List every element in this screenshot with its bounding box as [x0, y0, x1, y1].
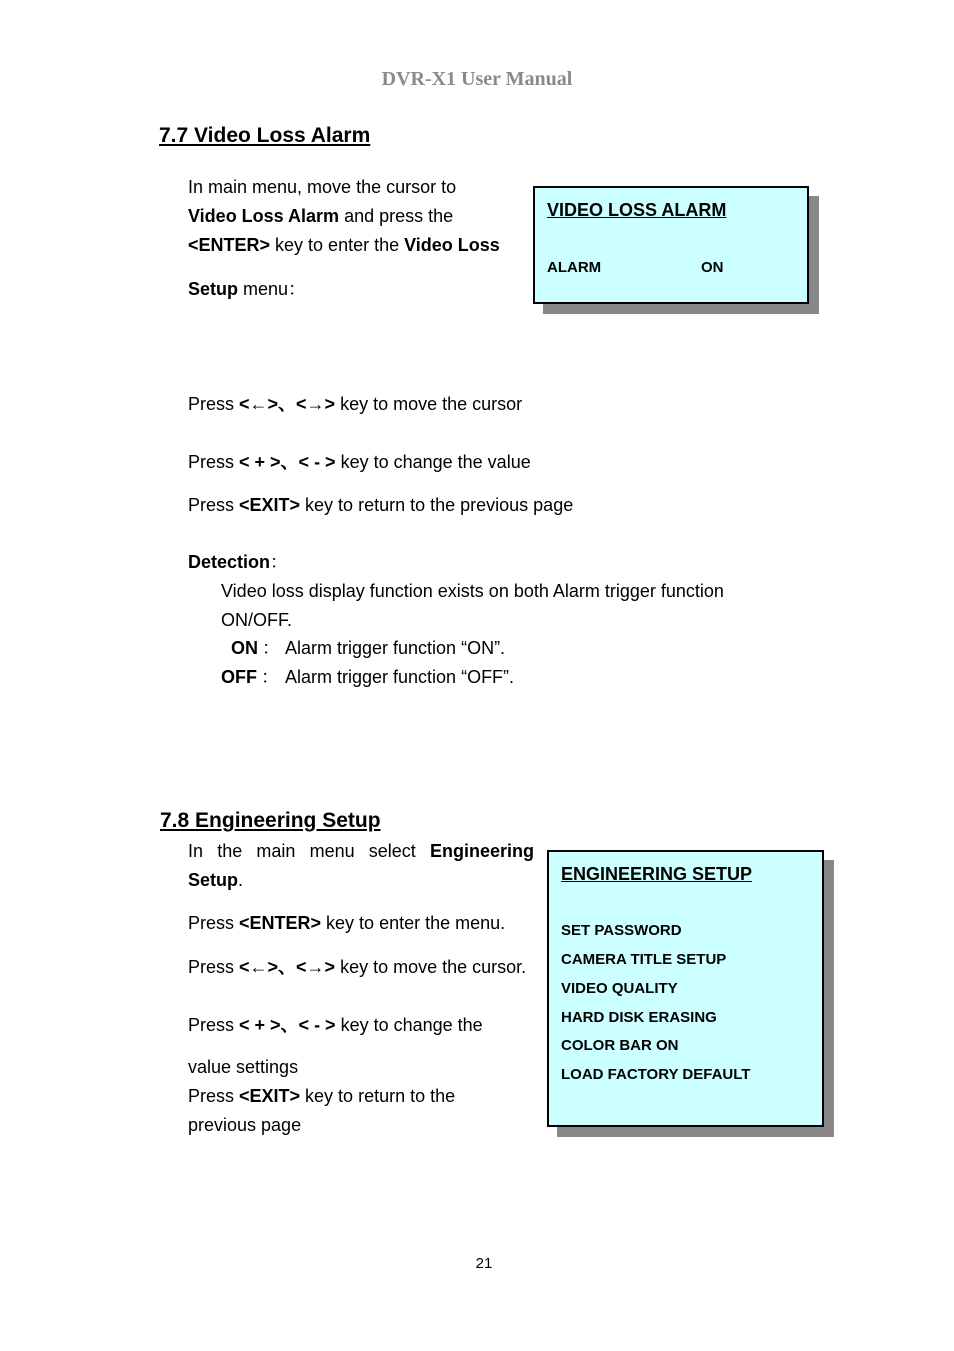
engineering-intro-line-1: In the main menu select Engineering	[188, 841, 534, 861]
intro-text	[188, 173, 500, 304]
engineering-intro-line-2: Setup.	[188, 870, 244, 890]
engineering-intro	[188, 837, 534, 895]
alarm-value: ON	[701, 259, 724, 276]
engineering-setup-menu-box	[547, 850, 824, 1127]
engineering-press-plus-minus: Press < + >、< - > key to change the	[188, 1015, 483, 1035]
menu-item-hard-disk-erasing: HARD DISK ERASING	[561, 1009, 717, 1026]
alarm-label: ALARM	[547, 259, 602, 276]
page-number: 21	[475, 1255, 493, 1272]
menu-box-title: VIDEO LOSS ALARM	[547, 200, 727, 220]
menu-item-load-factory-default: LOAD FACTORY DEFAULT	[561, 1066, 751, 1083]
engineering-press-arrows: Press <←>、<→> key to move the cursor.	[188, 957, 527, 977]
engineering-press-enter: Press <ENTER> key to enter the menu.	[188, 913, 506, 933]
intro-line-2: Video Loss Alarm and press the	[188, 206, 454, 226]
press-arrows-instruction: Press <←>、<→> key to move the cursor	[188, 394, 523, 414]
engineering-value-settings: value settings Press <EXIT> key to return to the previous page	[188, 1057, 456, 1135]
intro-line-1: In main menu, move the cursor to	[188, 177, 457, 197]
menu-item-video-quality: VIDEO QUALITY	[561, 980, 678, 997]
video-loss-alarm-menu-box	[533, 186, 809, 304]
section-heading-7-7: 7.7 Video Loss Alarm	[159, 124, 371, 147]
document-header: DVR-X1 User Manual	[381, 68, 573, 90]
menu-item-camera-title-setup: CAMERA TITLE SETUP	[561, 951, 727, 968]
intro-line-4: Setup menu：	[188, 279, 307, 299]
detection-on-key: ON ：	[231, 638, 280, 658]
menu-item-color-bar-on: COLOR BAR ON	[561, 1037, 679, 1054]
detection-on-text: Alarm trigger function “ON”.	[285, 638, 506, 658]
section-heading-7-8: 7.8 Engineering Setup	[160, 809, 381, 832]
detection-off-key: OFF ：	[221, 667, 279, 687]
detection-label: Detection：	[188, 552, 289, 572]
engineering-box-title: ENGINEERING SETUP	[561, 864, 753, 884]
press-exit-instruction: Press <EXIT> key to return to the previous page	[188, 495, 574, 515]
menu-item-set-password: SET PASSWORD	[561, 922, 682, 939]
detection-description: Video loss display function exists on both Alarm trigger function ON/OFF.	[221, 581, 724, 630]
intro-line-3: <ENTER> key to enter the Video Loss	[188, 235, 500, 255]
press-plus-minus-instruction: Press < + >、< - > key to change the value	[188, 452, 531, 472]
detection-off-text: Alarm trigger function “OFF”.	[285, 667, 515, 687]
